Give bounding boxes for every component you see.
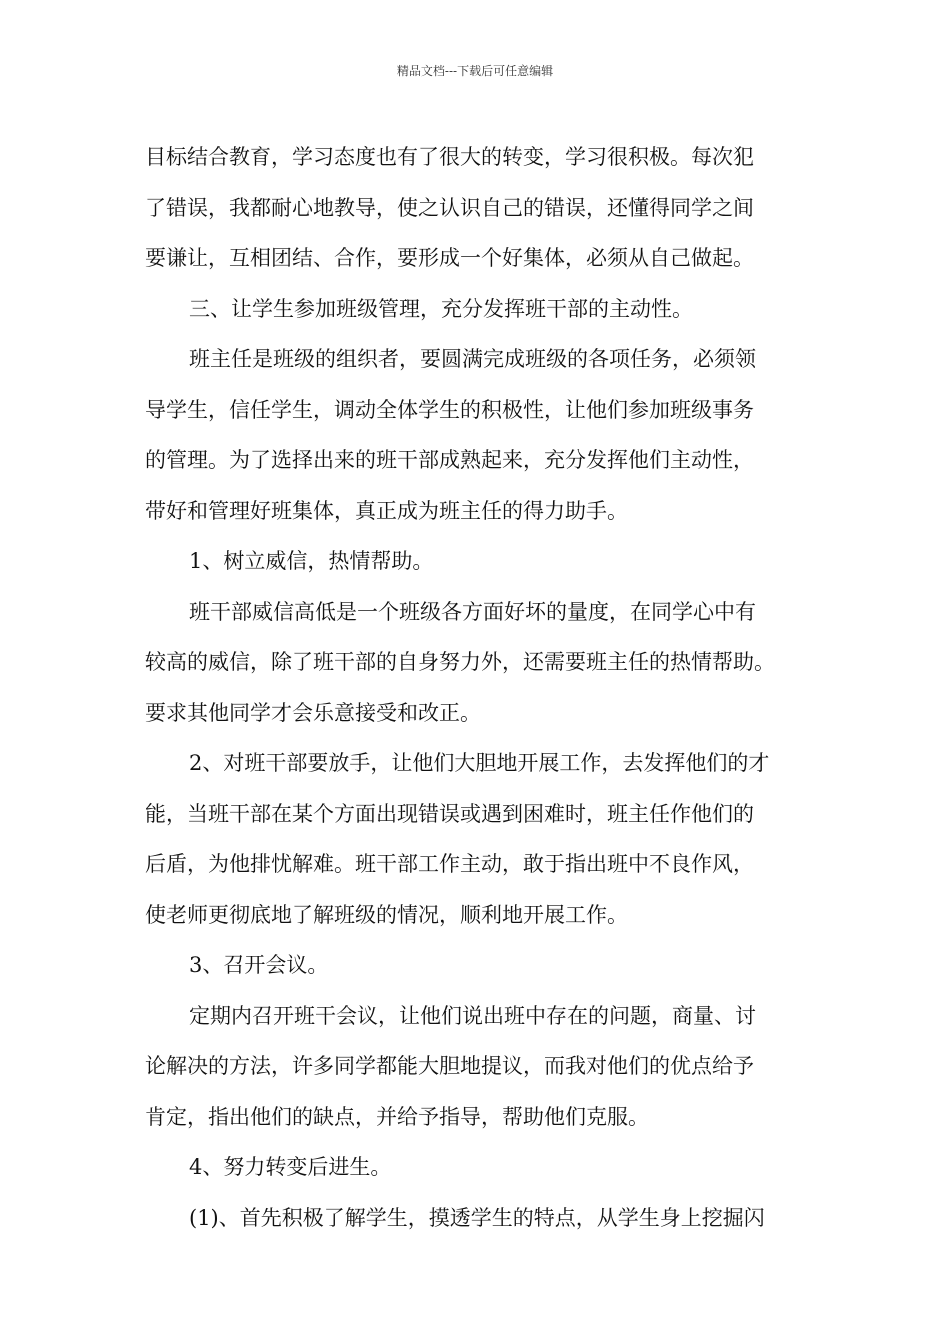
text-line: 3、召开会议。 — [189, 953, 329, 977]
text-line: 三、让学生参加班级管理，充分发挥班干部的主动性。 — [189, 296, 693, 321]
text-line: 要谦让，互相团结、合作，要形成一个好集体，必须从自己做起。 — [145, 246, 754, 270]
document-body — [145, 132, 815, 1243]
text-line: 班主任是班级的组织者，要圆满完成班级的各项任务，必须领 — [189, 347, 756, 371]
text-line: 使老师更彻底地了解班级的情况，顺利地开展工作。 — [145, 902, 628, 927]
text-line: 1、树立威信，热情帮助。 — [189, 549, 434, 573]
text-line: 肯定，指出他们的缺点，并给予指导，帮助他们克服。 — [145, 1104, 649, 1129]
text-line: 2、对班干部要放手，让他们大胆地开展工作，去发挥他们的才 — [189, 751, 770, 775]
text-line: 能，当班干部在某个方面出现错误或遇到困难时，班主任作他们的 — [145, 801, 754, 826]
page-header: 精品文档---下载后可任意编辑 — [396, 64, 554, 78]
text-line: 定期内召开班干会议，让他们说出班中存在的问题，商量、讨 — [189, 1003, 756, 1028]
text-line: 了错误，我都耐心地教导，使之认识自己的错误，还懂得同学之间 — [145, 195, 754, 220]
text-line: 后盾，为他排忧解难。班干部工作主动，敢于指出班中不良作风， — [145, 852, 754, 876]
text-line: 要求其他同学才会乐意接受和改正。 — [145, 700, 481, 725]
text-line: 的管理。为了选择出来的班干部成熟起来，充分发挥他们主动性， — [145, 448, 754, 472]
text-line: 目标结合教育，学习态度也有了很大的转变，学习很积极。每次犯 — [145, 145, 754, 169]
text-line: (1)、首先积极了解学生，摸透学生的特点，从学生身上挖掘闪 — [189, 1205, 765, 1230]
text-line: 4、努力转变后进生。 — [189, 1155, 392, 1179]
text-line: 带好和管理好班集体，真正成为班主任的得力助手。 — [145, 498, 628, 523]
text-line: 论解决的方法，许多同学都能大胆地提议，而我对他们的优点给予 — [145, 1054, 754, 1078]
text-line: 导学生，信任学生，调动全体学生的积极性，让他们参加班级事务 — [145, 397, 754, 422]
text-line: 较高的威信，除了班干部的自身努力外，还需要班主任的热情帮助。 — [145, 650, 775, 674]
text-line: 班干部威信高低是一个班级各方面好坏的量度，在同学心中有 — [189, 599, 756, 624]
